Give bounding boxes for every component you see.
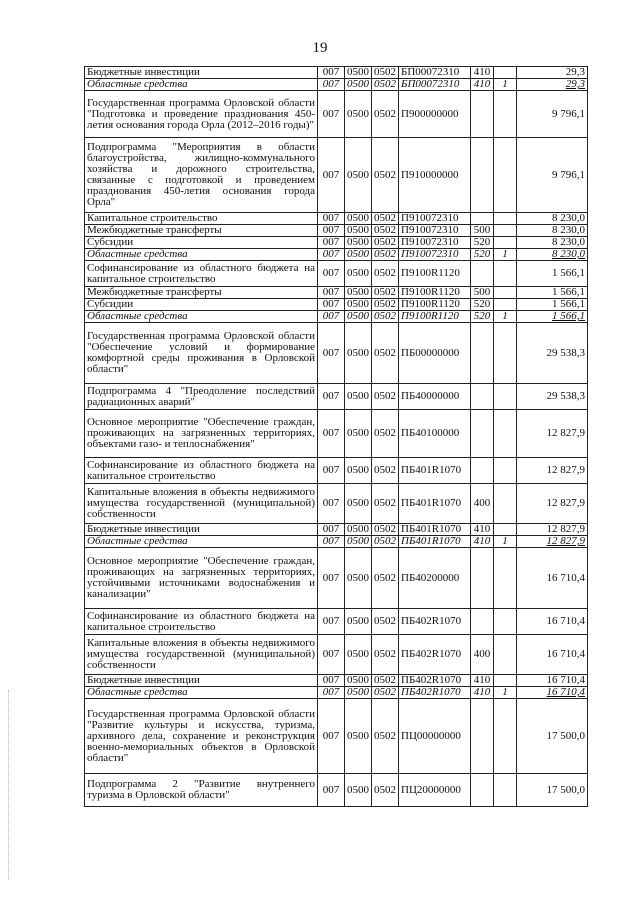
vr-code-cell bbox=[471, 91, 494, 138]
pr-code-cell: 0502 bbox=[372, 213, 399, 225]
table-row bbox=[85, 261, 588, 287]
table-row bbox=[85, 384, 588, 410]
csr-code-cell: ПБ402R1070 bbox=[399, 675, 471, 687]
table-row bbox=[85, 323, 588, 384]
source-code-cell bbox=[494, 237, 517, 249]
gr-code-cell: 007 bbox=[318, 675, 345, 687]
source-code-cell bbox=[494, 323, 517, 384]
table-row bbox=[85, 484, 588, 524]
row-name-cell: Государственная программа Орловской области "Обеспечение условий и формирование комфортной среды проживания в Орловской области" bbox=[85, 323, 318, 384]
csr-code-cell: ПЦ20000000 bbox=[399, 774, 471, 807]
source-code-cell bbox=[494, 213, 517, 225]
vr-code-cell bbox=[471, 213, 494, 225]
gr-code-cell: 007 bbox=[318, 548, 345, 609]
csr-code-cell: П910000000 bbox=[399, 138, 471, 213]
csr-code-cell: ПБ401R1070 bbox=[399, 536, 471, 548]
rz-code-cell: 0500 bbox=[345, 299, 372, 311]
vr-code-cell bbox=[471, 699, 494, 774]
table-row bbox=[85, 91, 588, 138]
row-name-cell: Подпрограмма "Мероприятия в области благоустройства, жилищно-коммунального хозяйства и дорожного строительства, связанные с подготовкой и проведением празднования 450-летия основания города Орла" bbox=[85, 138, 318, 213]
rz-code-cell: 0500 bbox=[345, 410, 372, 458]
table-row bbox=[85, 410, 588, 458]
pr-code-cell: 0502 bbox=[372, 287, 399, 299]
source-code-cell bbox=[494, 484, 517, 524]
source-code-cell bbox=[494, 225, 517, 237]
pr-code-cell: 0502 bbox=[372, 774, 399, 807]
vr-code-cell: 400 bbox=[471, 635, 494, 675]
gr-code-cell: 007 bbox=[318, 635, 345, 675]
gr-code-cell: 007 bbox=[318, 384, 345, 410]
row-name-cell: Подпрограмма 2 "Развитие внутреннего туризма в Орловской области" bbox=[85, 774, 318, 807]
vr-code-cell bbox=[471, 548, 494, 609]
amount-cell: 16 710,4 bbox=[517, 675, 588, 687]
budget-table bbox=[84, 66, 588, 807]
vr-code-cell bbox=[471, 384, 494, 410]
row-name-cell: Софинансирование из областного бюджета на капитальное строительство bbox=[85, 458, 318, 484]
table-row bbox=[85, 524, 588, 536]
vr-code-cell: 410 bbox=[471, 675, 494, 687]
pr-code-cell: 0502 bbox=[372, 410, 399, 458]
gr-code-cell: 007 bbox=[318, 249, 345, 261]
binding-margin-marks bbox=[8, 690, 11, 880]
amount-cell: 9 796,1 bbox=[517, 91, 588, 138]
amount-cell: 16 710,4 bbox=[517, 548, 588, 609]
row-name-cell: Бюджетные инвестиции bbox=[85, 675, 318, 687]
amount-cell: 29 538,3 bbox=[517, 384, 588, 410]
pr-code-cell: 0502 bbox=[372, 91, 399, 138]
source-code-cell: 1 bbox=[494, 536, 517, 548]
csr-code-cell: БП00072310 bbox=[399, 79, 471, 91]
pr-code-cell: 0502 bbox=[372, 323, 399, 384]
csr-code-cell: ПБ40100000 bbox=[399, 410, 471, 458]
csr-code-cell: ПБ401R1070 bbox=[399, 484, 471, 524]
row-name-cell: Бюджетные инвестиции bbox=[85, 524, 318, 536]
gr-code-cell: 007 bbox=[318, 458, 345, 484]
row-name-cell: Государственная программа Орловской области "Подготовка и проведение празднования 450-летия основания города Орла (2012–2016 годы)" bbox=[85, 91, 318, 138]
source-code-cell bbox=[494, 524, 517, 536]
row-name-cell: Областные средства bbox=[85, 79, 318, 91]
pr-code-cell: 0502 bbox=[372, 67, 399, 79]
source-code-cell bbox=[494, 458, 517, 484]
gr-code-cell: 007 bbox=[318, 67, 345, 79]
row-name-cell: Капитальные вложения в объекты недвижимого имущества государственной (муниципальной) собственности bbox=[85, 635, 318, 675]
row-name-cell: Областные средства bbox=[85, 311, 318, 323]
row-name-cell: Основное мероприятие "Обеспечение граждан, проживающих на загрязненных территориях, объектами газо- и теплоснабжения" bbox=[85, 410, 318, 458]
vr-code-cell: 500 bbox=[471, 225, 494, 237]
source-code-cell bbox=[494, 91, 517, 138]
amount-cell: 8 230,0 bbox=[517, 213, 588, 225]
rz-code-cell: 0500 bbox=[345, 323, 372, 384]
amount-cell: 8 230,0 bbox=[517, 249, 588, 261]
source-code-cell bbox=[494, 261, 517, 287]
csr-code-cell: ПБ40000000 bbox=[399, 384, 471, 410]
row-name-cell: Бюджетные инвестиции bbox=[85, 67, 318, 79]
pr-code-cell: 0502 bbox=[372, 249, 399, 261]
rz-code-cell: 0500 bbox=[345, 237, 372, 249]
row-name-cell: Основное мероприятие "Обеспечение граждан, проживающих на загрязненных территориях, устойчивыми источниками водоснабжения и канализации" bbox=[85, 548, 318, 609]
amount-cell: 1 566,1 bbox=[517, 261, 588, 287]
rz-code-cell: 0500 bbox=[345, 311, 372, 323]
vr-code-cell: 520 bbox=[471, 299, 494, 311]
gr-code-cell: 007 bbox=[318, 699, 345, 774]
table-row bbox=[85, 536, 588, 548]
vr-code-cell: 410 bbox=[471, 67, 494, 79]
gr-code-cell: 007 bbox=[318, 79, 345, 91]
gr-code-cell: 007 bbox=[318, 237, 345, 249]
pr-code-cell: 0502 bbox=[372, 311, 399, 323]
rz-code-cell: 0500 bbox=[345, 774, 372, 807]
vr-code-cell bbox=[471, 138, 494, 213]
pr-code-cell: 0502 bbox=[372, 79, 399, 91]
source-code-cell bbox=[494, 384, 517, 410]
pr-code-cell: 0502 bbox=[372, 675, 399, 687]
amount-cell: 12 827,9 bbox=[517, 458, 588, 484]
rz-code-cell: 0500 bbox=[345, 524, 372, 536]
rz-code-cell: 0500 bbox=[345, 687, 372, 699]
table-row bbox=[85, 79, 588, 91]
csr-code-cell: ПБ402R1070 bbox=[399, 687, 471, 699]
rz-code-cell: 0500 bbox=[345, 458, 372, 484]
rz-code-cell: 0500 bbox=[345, 261, 372, 287]
rz-code-cell: 0500 bbox=[345, 484, 372, 524]
csr-code-cell: П9100R1120 bbox=[399, 287, 471, 299]
csr-code-cell: ПБ00000000 bbox=[399, 323, 471, 384]
csr-code-cell: П9100R1120 bbox=[399, 311, 471, 323]
csr-code-cell: БП00072310 bbox=[399, 67, 471, 79]
gr-code-cell: 007 bbox=[318, 91, 345, 138]
gr-code-cell: 007 bbox=[318, 609, 345, 635]
table-row bbox=[85, 687, 588, 699]
row-name-cell: Капитальное строительство bbox=[85, 213, 318, 225]
amount-cell: 29,3 bbox=[517, 79, 588, 91]
rz-code-cell: 0500 bbox=[345, 384, 372, 410]
amount-cell: 17 500,0 bbox=[517, 699, 588, 774]
table-row bbox=[85, 774, 588, 807]
csr-code-cell: П9100R1120 bbox=[399, 261, 471, 287]
amount-cell: 8 230,0 bbox=[517, 225, 588, 237]
pr-code-cell: 0502 bbox=[372, 635, 399, 675]
csr-code-cell: ПЦ00000000 bbox=[399, 699, 471, 774]
source-code-cell bbox=[494, 548, 517, 609]
csr-code-cell: П900000000 bbox=[399, 91, 471, 138]
pr-code-cell: 0502 bbox=[372, 261, 399, 287]
source-code-cell: 1 bbox=[494, 311, 517, 323]
gr-code-cell: 007 bbox=[318, 311, 345, 323]
amount-cell: 29 538,3 bbox=[517, 323, 588, 384]
table-row bbox=[85, 609, 588, 635]
table-row bbox=[85, 138, 588, 213]
amount-cell: 29,3 bbox=[517, 67, 588, 79]
row-name-cell: Государственная программа Орловской области "Развитие культуры и искусства, туризма, архивного дела, сохранение и реконструкция военно-мемориальных объектов в Орловской области" bbox=[85, 699, 318, 774]
rz-code-cell: 0500 bbox=[345, 699, 372, 774]
pr-code-cell: 0502 bbox=[372, 536, 399, 548]
table-row bbox=[85, 249, 588, 261]
pr-code-cell: 0502 bbox=[372, 299, 399, 311]
table-row bbox=[85, 675, 588, 687]
amount-cell: 1 566,1 bbox=[517, 287, 588, 299]
table-row bbox=[85, 299, 588, 311]
gr-code-cell: 007 bbox=[318, 261, 345, 287]
table-row bbox=[85, 287, 588, 299]
gr-code-cell: 007 bbox=[318, 687, 345, 699]
source-code-cell: 1 bbox=[494, 687, 517, 699]
vr-code-cell: 520 bbox=[471, 311, 494, 323]
pr-code-cell: 0502 bbox=[372, 384, 399, 410]
table-row bbox=[85, 237, 588, 249]
rz-code-cell: 0500 bbox=[345, 675, 372, 687]
row-name-cell: Субсидии bbox=[85, 237, 318, 249]
pr-code-cell: 0502 bbox=[372, 609, 399, 635]
csr-code-cell: П910072310 bbox=[399, 249, 471, 261]
vr-code-cell bbox=[471, 609, 494, 635]
amount-cell: 16 710,4 bbox=[517, 635, 588, 675]
gr-code-cell: 007 bbox=[318, 774, 345, 807]
pr-code-cell: 0502 bbox=[372, 548, 399, 609]
source-code-cell bbox=[494, 67, 517, 79]
gr-code-cell: 007 bbox=[318, 225, 345, 237]
amount-cell: 1 566,1 bbox=[517, 299, 588, 311]
source-code-cell bbox=[494, 774, 517, 807]
rz-code-cell: 0500 bbox=[345, 138, 372, 213]
amount-cell: 12 827,9 bbox=[517, 524, 588, 536]
source-code-cell bbox=[494, 287, 517, 299]
csr-code-cell: ПБ402R1070 bbox=[399, 609, 471, 635]
row-name-cell: Областные средства bbox=[85, 536, 318, 548]
rz-code-cell: 0500 bbox=[345, 225, 372, 237]
amount-cell: 1 566,1 bbox=[517, 311, 588, 323]
row-name-cell: Софинансирование из областного бюджета на капитальное строительство bbox=[85, 609, 318, 635]
row-name-cell: Областные средства bbox=[85, 249, 318, 261]
vr-code-cell: 410 bbox=[471, 79, 494, 91]
pr-code-cell: 0502 bbox=[372, 458, 399, 484]
source-code-cell bbox=[494, 299, 517, 311]
vr-code-cell: 410 bbox=[471, 536, 494, 548]
rz-code-cell: 0500 bbox=[345, 67, 372, 79]
table-row bbox=[85, 548, 588, 609]
table-row bbox=[85, 635, 588, 675]
csr-code-cell: П910072310 bbox=[399, 237, 471, 249]
gr-code-cell: 007 bbox=[318, 323, 345, 384]
rz-code-cell: 0500 bbox=[345, 287, 372, 299]
table-row bbox=[85, 699, 588, 774]
pr-code-cell: 0502 bbox=[372, 687, 399, 699]
pr-code-cell: 0502 bbox=[372, 225, 399, 237]
csr-code-cell: П9100R1120 bbox=[399, 299, 471, 311]
source-code-cell bbox=[494, 699, 517, 774]
vr-code-cell bbox=[471, 261, 494, 287]
rz-code-cell: 0500 bbox=[345, 536, 372, 548]
gr-code-cell: 007 bbox=[318, 524, 345, 536]
vr-code-cell bbox=[471, 774, 494, 807]
source-code-cell bbox=[494, 138, 517, 213]
row-name-cell: Софинансирование из областного бюджета на капитальное строительство bbox=[85, 261, 318, 287]
amount-cell: 17 500,0 bbox=[517, 774, 588, 807]
csr-code-cell: ПБ401R1070 bbox=[399, 458, 471, 484]
row-name-cell: Подпрограмма 4 "Преодоление последствий радиационных аварий" bbox=[85, 384, 318, 410]
amount-cell: 12 827,9 bbox=[517, 410, 588, 458]
vr-code-cell: 500 bbox=[471, 287, 494, 299]
pr-code-cell: 0502 bbox=[372, 237, 399, 249]
rz-code-cell: 0500 bbox=[345, 249, 372, 261]
csr-code-cell: П910072310 bbox=[399, 225, 471, 237]
rz-code-cell: 0500 bbox=[345, 635, 372, 675]
rz-code-cell: 0500 bbox=[345, 79, 372, 91]
row-name-cell: Межбюджетные трансферты bbox=[85, 287, 318, 299]
pr-code-cell: 0502 bbox=[372, 524, 399, 536]
rz-code-cell: 0500 bbox=[345, 213, 372, 225]
csr-code-cell: ПБ401R1070 bbox=[399, 524, 471, 536]
amount-cell: 12 827,9 bbox=[517, 484, 588, 524]
vr-code-cell: 520 bbox=[471, 249, 494, 261]
amount-cell: 16 710,4 bbox=[517, 609, 588, 635]
gr-code-cell: 007 bbox=[318, 484, 345, 524]
source-code-cell bbox=[494, 675, 517, 687]
vr-code-cell: 410 bbox=[471, 524, 494, 536]
csr-code-cell: ПБ40200000 bbox=[399, 548, 471, 609]
source-code-cell bbox=[494, 635, 517, 675]
amount-cell: 16 710,4 bbox=[517, 687, 588, 699]
vr-code-cell bbox=[471, 410, 494, 458]
source-code-cell bbox=[494, 410, 517, 458]
source-code-cell bbox=[494, 609, 517, 635]
pr-code-cell: 0502 bbox=[372, 699, 399, 774]
source-code-cell: 1 bbox=[494, 79, 517, 91]
gr-code-cell: 007 bbox=[318, 410, 345, 458]
source-code-cell: 1 bbox=[494, 249, 517, 261]
rz-code-cell: 0500 bbox=[345, 609, 372, 635]
pr-code-cell: 0502 bbox=[372, 138, 399, 213]
csr-code-cell: ПБ402R1070 bbox=[399, 635, 471, 675]
gr-code-cell: 007 bbox=[318, 213, 345, 225]
page-number: 19 bbox=[312, 40, 328, 56]
amount-cell: 12 827,9 bbox=[517, 536, 588, 548]
row-name-cell: Межбюджетные трансферты bbox=[85, 225, 318, 237]
table-row bbox=[85, 225, 588, 237]
table-row bbox=[85, 67, 588, 79]
vr-code-cell bbox=[471, 323, 494, 384]
rz-code-cell: 0500 bbox=[345, 91, 372, 138]
vr-code-cell: 400 bbox=[471, 484, 494, 524]
csr-code-cell: П910072310 bbox=[399, 213, 471, 225]
gr-code-cell: 007 bbox=[318, 287, 345, 299]
row-name-cell: Субсидии bbox=[85, 299, 318, 311]
row-name-cell: Областные средства bbox=[85, 687, 318, 699]
table-row bbox=[85, 458, 588, 484]
vr-code-cell bbox=[471, 458, 494, 484]
vr-code-cell: 410 bbox=[471, 687, 494, 699]
table-row bbox=[85, 213, 588, 225]
gr-code-cell: 007 bbox=[318, 138, 345, 213]
rz-code-cell: 0500 bbox=[345, 548, 372, 609]
amount-cell: 8 230,0 bbox=[517, 237, 588, 249]
table-row bbox=[85, 311, 588, 323]
vr-code-cell: 520 bbox=[471, 237, 494, 249]
pr-code-cell: 0502 bbox=[372, 484, 399, 524]
gr-code-cell: 007 bbox=[318, 536, 345, 548]
amount-cell: 9 796,1 bbox=[517, 138, 588, 213]
row-name-cell: Капитальные вложения в объекты недвижимого имущества государственной (муниципальной) собственности bbox=[85, 484, 318, 524]
gr-code-cell: 007 bbox=[318, 299, 345, 311]
